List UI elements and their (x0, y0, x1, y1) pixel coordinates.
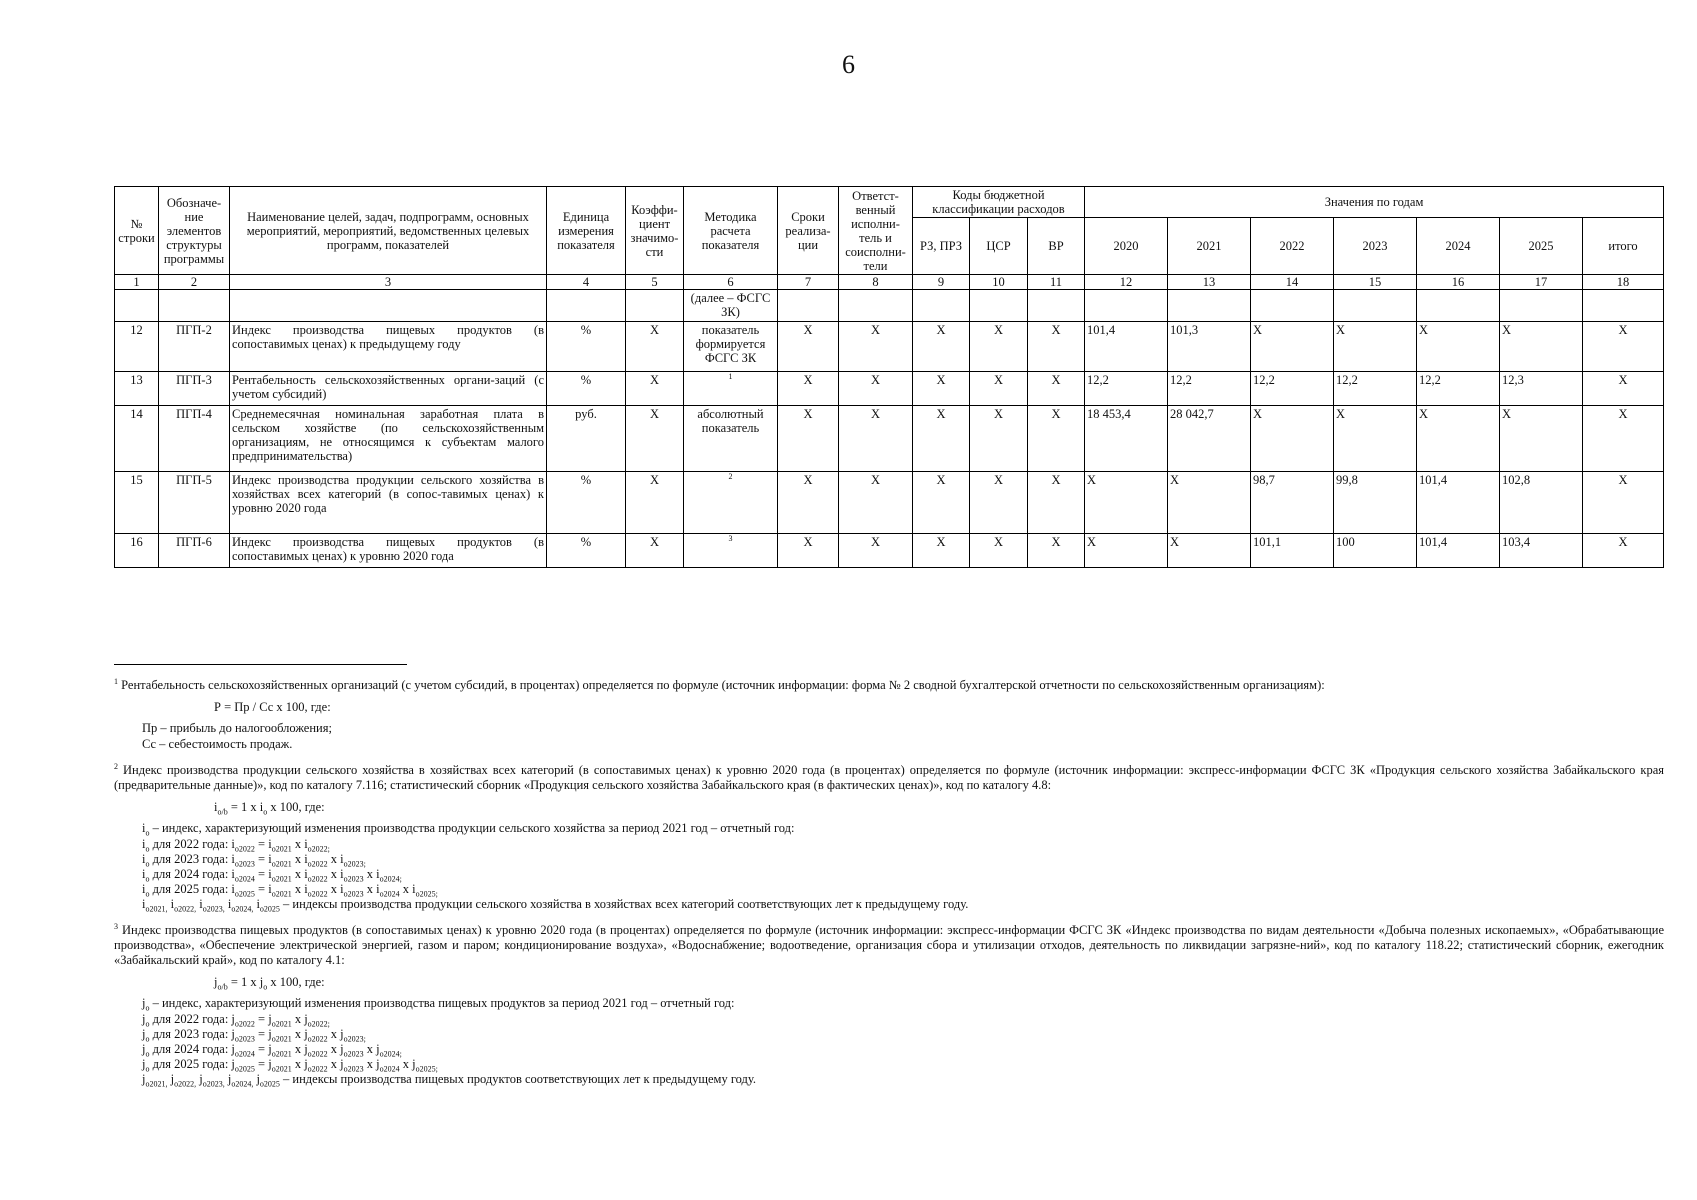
footnote-3-def: $j_о$ – индекс, характеризующий изменения производства пищевых продуктов за период 2021 год – отчетный год: (142, 996, 735, 1013)
row-value-2022: 101,1 (1251, 534, 1334, 568)
row-value-2025: X (1500, 322, 1583, 372)
footnote-1-def: Пр – прибыль до налогообложения; (142, 721, 332, 736)
row-terms: X (778, 406, 839, 472)
footnote-2-year-line: $i_о$ для 2025 года: $i_{о2025} = i_{о2021}$ х $i_{о2022}$ х $i_{о2023}$ х $i_{о2024}$ х $i_{о2025;}$ (142, 882, 438, 899)
col-number: 2 (159, 275, 230, 290)
footnote-3-last: $j_{о2021,}$ $j_{о2022,}$ $j_{о2023,}$ $j_{о2024,}$ $j_{о2025}$ – индексы производства пищевых продуктов соответствующих лет к предыдущему году. (142, 1072, 757, 1089)
header-responsible: Ответст-венный исполни-тель и соисполни-тели (839, 187, 913, 275)
col-number: 13 (1168, 275, 1251, 290)
row-method-text: показатель формируется ФСГС ЗК (695, 323, 766, 365)
row-value-2020: X (1085, 534, 1168, 568)
year-label: для 2025 года: (152, 1057, 229, 1072)
row-responsible: X (839, 534, 913, 568)
footnote-3-formula: $j_{о/b} = 1$ х $j_о$ х 100, где: (214, 975, 325, 992)
row-total: X (1583, 372, 1664, 406)
row-name: Рентабельность сельскохозяйственных органи-заций (с учетом субсидий) (230, 372, 547, 406)
header-2023: 2023 (1334, 218, 1417, 275)
row-value-2024: X (1417, 406, 1500, 472)
row-value-2024: 12,2 (1417, 372, 1500, 406)
row-method (684, 322, 778, 372)
row-csr: X (970, 472, 1028, 534)
row-value-2021: X (1168, 472, 1251, 534)
footnote-1 (114, 678, 1664, 752)
header-budget-codes: Коды бюджетной классификации расходов (913, 187, 1085, 218)
row-no: 16 (115, 534, 159, 568)
footnote-1-formula: Р = Пр / Сс х 100, где: (214, 700, 331, 715)
header-coef: Коэффи-циент значимо-сти (626, 187, 684, 275)
row-value-2023: 12,2 (1334, 372, 1417, 406)
col-number: 16 (1417, 275, 1500, 290)
header-name: Наименование целей, задач, подпрограмм, основных мероприятий, мероприятий, ведомственных целевых программ, показателей (230, 187, 547, 275)
row-value-2024: 101,4 (1417, 472, 1500, 534)
row-unit: руб. (547, 406, 626, 472)
header-2022: 2022 (1251, 218, 1334, 275)
col-number: 7 (778, 275, 839, 290)
row-value-2023: 100 (1334, 534, 1417, 568)
row-value-2021: 101,3 (1168, 322, 1251, 372)
row-terms: X (778, 322, 839, 372)
col-number: 1 (115, 275, 159, 290)
row-no: 15 (115, 472, 159, 534)
row-csr: X (970, 322, 1028, 372)
row-vr: X (1028, 322, 1085, 372)
row-terms: X (778, 472, 839, 534)
row-value-2021: X (1168, 534, 1251, 568)
row-method (684, 372, 778, 406)
col-number: 10 (970, 275, 1028, 290)
header-designation: Обозначе-ние элементов структуры программы (159, 187, 230, 275)
footnote-mark: 2 (114, 761, 118, 771)
row-value-2022: 98,7 (1251, 472, 1334, 534)
row-code: ПГП-6 (159, 534, 230, 568)
row-rz: X (913, 406, 970, 472)
footnote-1-def: Сс – себестоимость продаж. (142, 736, 293, 751)
footnote-2-last: $i_{о2021,}$ $i_{о2022,}$ $i_{о2023,}$ $i_{о2024,}$ $i_{о2025}$ – индексы производства продукции сельского хозяйства в хозяйствах всех категорий соответствующих лет к предыдущему году. (142, 897, 969, 914)
footnote-2-text: Индекс производства продукции сельского хозяйства в хозяйствах всех категорий (в сопоставимых ценах) к уровню 2020 года (в процентах) определяется по формуле (источник информации: экспресс-информации ФСГС ЗК «Продукция сельского хозяйства Забайкальского края (предварительные данные)», код по каталогу 7.116; статистический сборник «Продукция сельского хозяйства Забайкальского края (в фактических ценах)», код по каталогу 4.8: (114, 762, 1664, 793)
footnote-2-formula: $i_{о/b} = 1$ х $i_о$ х 100, где: (214, 800, 325, 817)
footnote-2-def-text: – индекс, характеризующий изменения производства продукции сельского хозяйства за период 2021 год – отчетный год: (152, 821, 795, 836)
row-responsible: X (839, 322, 913, 372)
year-label: для 2023 года: (152, 1026, 229, 1041)
row-responsible: X (839, 372, 913, 406)
year-label: для 2025 года: (152, 882, 229, 897)
header-2021: 2021 (1168, 218, 1251, 275)
header-method: Методика расчета показателя (684, 187, 778, 275)
row-value-2020: 101,4 (1085, 322, 1168, 372)
method-continuation: (далее – ФСГС ЗК) (684, 290, 778, 322)
row-value-2020: X (1085, 472, 1168, 534)
footnotes (114, 678, 1664, 1088)
row-terms: X (778, 534, 839, 568)
row-no: 14 (115, 406, 159, 472)
row-name: Индекс производства продукции сельского хозяйства в хозяйствах всех категорий (в сопос-тавимых ценах) к уровню 2020 года (230, 472, 547, 534)
row-csr: X (970, 372, 1028, 406)
row-value-2025: 103,4 (1500, 534, 1583, 568)
row-csr: X (970, 406, 1028, 472)
row-name: Индекс производства пищевых продуктов (в сопоставимых ценах) к уровню 2020 года (230, 534, 547, 568)
header-2024: 2024 (1417, 218, 1500, 275)
year-label: для 2024 года: (152, 1042, 229, 1057)
row-value-2024: 101,4 (1417, 534, 1500, 568)
row-value-2025: 12,3 (1500, 372, 1583, 406)
header-years-group: Значения по годам (1085, 187, 1664, 218)
row-value-2022: 12,2 (1251, 372, 1334, 406)
row-code: ПГП-4 (159, 406, 230, 472)
col-number: 11 (1028, 275, 1085, 290)
table-row (115, 372, 1664, 406)
row-value-2022: X (1251, 406, 1334, 472)
row-vr: X (1028, 472, 1085, 534)
row-name: Среднемесячная номинальная заработная плата в сельском хозяйстве (по сельскохозяйственным организациям, не относящимся к субъектам малого предпринимательства) (230, 406, 547, 472)
col-number: 3 (230, 275, 547, 290)
table-row (115, 322, 1664, 372)
row-method-text: абсолютный показатель (697, 407, 764, 435)
row-rz: X (913, 372, 970, 406)
header-rz: РЗ, ПРЗ (913, 218, 970, 275)
row-coef: X (626, 406, 684, 472)
row-no: 12 (115, 322, 159, 372)
footnote-separator (114, 664, 407, 665)
row-unit: % (547, 322, 626, 372)
row-value-2020: 18 453,4 (1085, 406, 1168, 472)
row-terms: X (778, 372, 839, 406)
header-2020: 2020 (1085, 218, 1168, 275)
row-responsible: X (839, 406, 913, 472)
footnote-1-text: Рентабельность сельскохозяйственных организаций (с учетом субсидий, в процентах) определяется по формуле (источник информации: форма № 2 сводной бухгалтерской отчетности по сельскохозяйственным организациям): (121, 678, 1325, 692)
footnote-3-year-line: $j_о$ для 2025 года: $j_{о2025} = j_{о2021}$ х $j_{о2022}$ х $j_{о2023}$ х $j_{о2024}$ х $j_{о2025;}$ (142, 1057, 438, 1074)
header-total: итого (1583, 218, 1664, 275)
row-total: X (1583, 472, 1664, 534)
footnote-ref: 2 (728, 471, 733, 481)
row-value-2023: 99,8 (1334, 472, 1417, 534)
row-total: X (1583, 534, 1664, 568)
row-no: 13 (115, 372, 159, 406)
col-number: 8 (839, 275, 913, 290)
footnote-2-def: $i_о$ – индекс, характеризующий изменения производства продукции сельского хозяйства за период 2021 год – отчетный год: (142, 821, 795, 838)
footnote-mark: 3 (114, 921, 118, 931)
col-number: 5 (626, 275, 684, 290)
row-total: X (1583, 406, 1664, 472)
year-label: для 2022 года: (152, 836, 229, 851)
row-value-2025: 102,8 (1500, 472, 1583, 534)
table-row (115, 406, 1664, 472)
year-label: для 2022 года: (152, 1011, 229, 1026)
row-value-2023: X (1334, 322, 1417, 372)
row-method (684, 472, 778, 534)
footnote-3-last-text: – индексы производства пищевых продуктов соответствующих лет к предыдущему году. (283, 1072, 757, 1087)
row-coef: X (626, 372, 684, 406)
footnote-3-def-text: – индекс, характеризующий изменения производства пищевых продуктов за период 2021 год – отчетный год: (152, 996, 735, 1011)
row-total: X (1583, 322, 1664, 372)
footnote-3-year-line: $j_о$ для 2024 года: $j_{о2024} = j_{о2021}$ х $j_{о2022}$ х $j_{о2023}$ х $j_{о2024;}$ (142, 1042, 402, 1059)
row-rz: X (913, 322, 970, 372)
row-value-2020: 12,2 (1085, 372, 1168, 406)
col-number: 15 (1334, 275, 1417, 290)
row-coef: X (626, 472, 684, 534)
footnote-3 (114, 923, 1664, 1088)
col-number: 9 (913, 275, 970, 290)
row-method (684, 534, 778, 568)
col-number: 12 (1085, 275, 1168, 290)
header-2025: 2025 (1500, 218, 1583, 275)
row-method (684, 406, 778, 472)
row-vr: X (1028, 406, 1085, 472)
footnote-2-year-line: $i_о$ для 2024 года: $i_{о2024} = i_{о2021}$ х $i_{о2022}$ х $i_{о2023}$ х $i_{о2024;}$ (142, 867, 402, 884)
row-coef: X (626, 534, 684, 568)
row-code: ПГП-2 (159, 322, 230, 372)
header-vr: ВР (1028, 218, 1085, 275)
footnote-2-year-line: $i_о$ для 2023 года: $i_{о2023} = i_{о2021}$ х $i_{о2022}$ х $i_{о2023;}$ (142, 851, 366, 869)
footnote-ref: 1 (728, 371, 733, 381)
row-vr: X (1028, 372, 1085, 406)
indicators-table (114, 186, 1664, 568)
col-number: 6 (684, 275, 778, 290)
row-name: Индекс производства пищевых продуктов (в сопоставимых ценах) к предыдущему году (230, 322, 547, 372)
col-number: 18 (1583, 275, 1664, 290)
row-value-2022: X (1251, 322, 1334, 372)
row-value-2024: X (1417, 322, 1500, 372)
header-csr: ЦСР (970, 218, 1028, 275)
row-coef: X (626, 322, 684, 372)
footnote-2-last-text: – индексы производства продукции сельского хозяйства в хозяйствах всех категорий соответствующих лет к предыдущему году. (283, 897, 969, 912)
row-responsible: X (839, 472, 913, 534)
row-unit: % (547, 372, 626, 406)
row-rz: X (913, 472, 970, 534)
row-csr: X (970, 534, 1028, 568)
footnote-mark: 1 (114, 676, 118, 686)
col-number: 17 (1500, 275, 1583, 290)
page-number: 6 (842, 50, 855, 79)
footnote-2-year-line: $i_о$ для 2022 года: $i_{о2022} = i_{о2021}$ х $i_{о2022;}$ (142, 836, 330, 854)
header-unit: Единица измерения показателя (547, 187, 626, 275)
row-value-2025: X (1500, 406, 1583, 472)
year-label: для 2023 года: (152, 851, 229, 866)
table-row (115, 472, 1664, 534)
footnote-3-year-line: $j_о$ для 2022 года: $j_{о2022} = j_{о2021}$ х $j_{о2022;}$ (142, 1011, 330, 1029)
row-unit: % (547, 472, 626, 534)
row-rz: X (913, 534, 970, 568)
col-number: 14 (1251, 275, 1334, 290)
row-unit: % (547, 534, 626, 568)
row-vr: X (1028, 534, 1085, 568)
row-value-2023: X (1334, 406, 1417, 472)
row-value-2021: 12,2 (1168, 372, 1251, 406)
col-number: 4 (547, 275, 626, 290)
header-row-no: № строки (115, 187, 159, 275)
year-label: для 2024 года: (152, 867, 229, 882)
table-row (115, 534, 1664, 568)
footnote-2 (114, 763, 1664, 913)
row-code: ПГП-3 (159, 372, 230, 406)
table-row-continuation (115, 290, 1664, 322)
footnote-3-text: Индекс производства пищевых продуктов (в сопоставимых ценах) к уровню 2020 года (в процентах) определяется по формуле (источник информации: экспресс-информации ФСГС ЗК «Индекс производства по видам деятельности «Добыча полезных ископаемых», «Обрабатывающие производства», «Обеспечение электрической энергией, газом и паром; кондиционирование воздуха», «Водоснабжение; водоотведение, организация сбора и утилизации отходов, деятельность по ликвидации загрязне-ний», код по каталогу 118.22; статистический сборник, ежегодник «Забайкальский край», код по каталогу 4.1: (114, 922, 1665, 968)
footnote-3-year-line: $j_о$ для 2023 года: $j_{о2023} = j_{о2021}$ х $j_{о2022}$ х $j_{о2023;}$ (142, 1026, 366, 1044)
row-value-2021: 28 042,7 (1168, 406, 1251, 472)
header-terms: Сроки реализа-ции (778, 187, 839, 275)
row-code: ПГП-5 (159, 472, 230, 534)
footnote-ref: 3 (728, 533, 733, 543)
